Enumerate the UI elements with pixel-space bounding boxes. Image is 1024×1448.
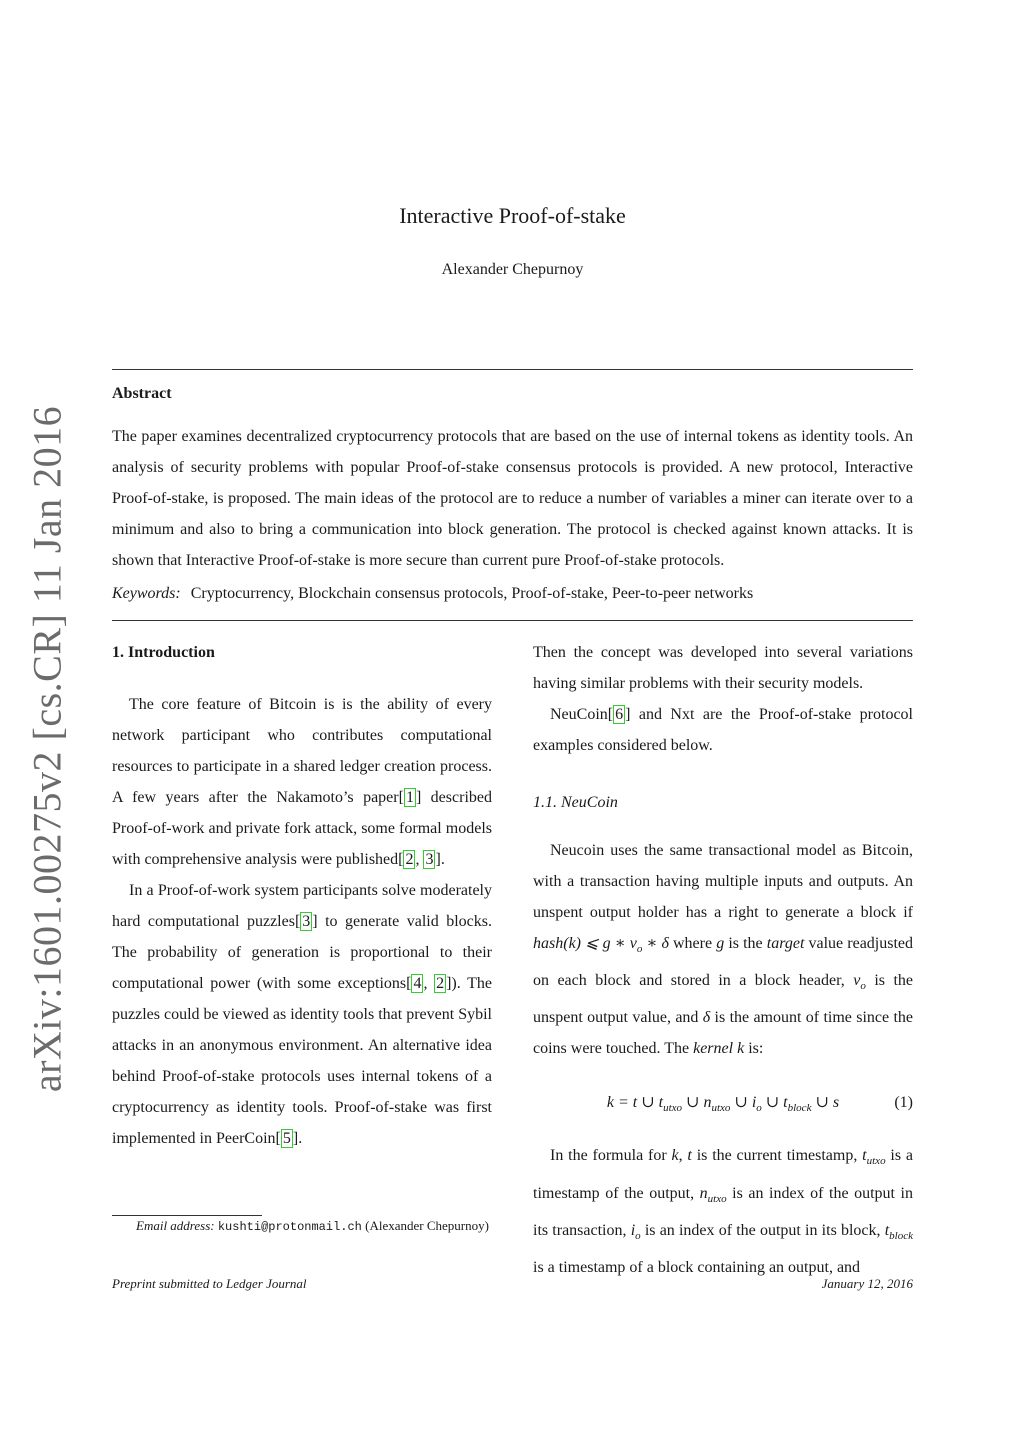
math: utxo: [711, 1102, 731, 1115]
keywords: [112, 578, 913, 609]
neucoin-paragraph: [533, 835, 913, 1064]
math: ∪ n: [682, 1094, 712, 1112]
math: k: [733, 1040, 745, 1058]
math: ∗ δ: [642, 935, 669, 952]
text: ] to generate valid blocks. The probability of generation is proportional to their computational power (with some exceptions[: [112, 913, 493, 992]
math: n: [699, 1184, 708, 1202]
math: t: [687, 1147, 692, 1165]
abstract-bottom-rule: [112, 620, 913, 621]
citation-link[interactable]: 4: [413, 975, 422, 992]
math: ∪ s: [811, 1094, 840, 1112]
text: ,: [415, 851, 424, 868]
right-paragraph-2: [533, 699, 913, 761]
math: o: [756, 1102, 762, 1115]
text: value readjusted on each block and stored in a block header,: [533, 935, 914, 990]
text: is the amount of time since the coins were touched. The: [533, 1009, 913, 1058]
text: ] and Nxt are the Proof-of-stake protocol examples considered below.: [533, 706, 913, 754]
paper-title: Interactive Proof-of-stake: [399, 203, 626, 228]
math: o: [635, 1229, 641, 1242]
text: In the formula for: [550, 1147, 672, 1165]
math: δ: [702, 1009, 711, 1027]
abstract-heading: Abstract: [112, 385, 172, 402]
math: ⩽ g ∗ v: [581, 935, 637, 952]
math: i: [630, 1221, 636, 1239]
text: ].: [435, 851, 445, 868]
text: is a timestamp of the output,: [533, 1147, 913, 1202]
text: Neucoin uses the same transactional model as Bitcoin, with a transaction having multiple inputs and outputs. An unspent output holder has a right to generate a block if: [533, 842, 913, 921]
date-note: January 12, 2016: [821, 1276, 913, 1291]
math: t: [862, 1147, 867, 1165]
left-column: [112, 637, 492, 1154]
math: o: [860, 980, 866, 993]
text: is a timestamp of a block containing an output, and: [533, 1258, 861, 1276]
citation-link[interactable]: 2: [436, 975, 445, 992]
math: block: [787, 1102, 812, 1115]
citation-link[interactable]: 3: [302, 913, 311, 930]
text: described Proof-of-work and private fork attack, some formal models with comprehensive analysis were published[: [112, 789, 492, 868]
email-link[interactable]: kushti@protonmail.ch: [217, 1220, 362, 1234]
math: (k): [563, 935, 581, 952]
text: is an index of the output in its block,: [640, 1221, 885, 1239]
text: NeuCoin[: [550, 706, 614, 723]
math: ∪ t: [761, 1094, 788, 1112]
right-paragraph-1: Then the concept was developed into several variations having similar problems with their security models.: [533, 644, 913, 692]
text: ]). The puzzles could be viewed as identity tools that prevent Sybil attacks in an anonymous environment. An alternative idea behind Proof-of-stake protocols uses internal tokens of a cryptocurrency as identity tools. Proof-of-stake was first implemented in PeerCoin[: [112, 975, 492, 1147]
text: ,: [678, 1147, 688, 1165]
arxiv-id-text: arXiv:1601.00275v2 [cs.CR] 11 Jan 2016: [24, 405, 70, 1093]
math: utxo: [663, 1102, 683, 1115]
intro-paragraph-2: [112, 875, 492, 1154]
text: is an index of the output in its transaction,: [533, 1184, 914, 1239]
keywords-label: Keywords:: [112, 585, 181, 602]
paper-author: Alexander Chepurnoy: [441, 261, 584, 278]
emphasis: target: [766, 935, 805, 952]
math: block: [889, 1229, 913, 1242]
math: o: [636, 943, 643, 956]
math: k: [671, 1147, 679, 1165]
text: is the current timestamp,: [691, 1147, 863, 1165]
text: is:: [744, 1040, 764, 1058]
math: t: [884, 1221, 890, 1239]
emphasis: kernel: [693, 1040, 734, 1058]
citation-link[interactable]: 3: [425, 851, 434, 868]
keywords-list: Cryptocurrency, Blockchain consensus protocols, Proof-of-stake, Peer-to-peer networks: [190, 585, 754, 602]
equation-expression: [606, 1094, 840, 1115]
math: hash: [533, 935, 564, 952]
citation-link[interactable]: 5: [282, 1130, 291, 1147]
footnote-text: (Alexander Chepurnoy): [361, 1218, 489, 1233]
math: ∪ i: [730, 1094, 757, 1112]
math: utxo: [866, 1155, 886, 1168]
equation-number: (1): [894, 1094, 913, 1112]
footnote-label: Email address:: [136, 1218, 215, 1233]
section-heading-introduction: 1. Introduction: [112, 644, 215, 661]
right-column: [533, 637, 913, 1283]
intro-paragraph-1: The core feature of Bitcoin is is the ability of every network participant who contributes computational resources to participate in a shared ledger creation process. A few years after the Nakamoto’s paper[ 1 ] described Proof-of-work and private fork attack, some formal models with comprehensive analysis were published[ 2 , 3 ].: [112, 696, 492, 868]
preprint-note: Preprint submitted to Ledger Journal: [112, 1276, 307, 1291]
text: is the: [724, 935, 767, 952]
citation-link[interactable]: 6: [615, 706, 624, 723]
math: g: [716, 935, 725, 952]
abstract-top-rule: [112, 369, 913, 370]
subsection-heading-neucoin: 1.1. NeuCoin: [533, 794, 618, 811]
text: where: [668, 935, 717, 952]
text: The core feature of Bitcoin is is the ability of every network participant who contributes computational resources to participate in a shared ledger creation process. A few years after the Nakamoto’s paper: [112, 696, 492, 806]
text: ].: [292, 1130, 303, 1147]
math: v: [853, 972, 861, 990]
text: is the unspent output value, and: [533, 972, 914, 1027]
equation-1: [533, 1087, 913, 1123]
abstract-body: The paper examines decentralized cryptocurrency protocols that are based on the use of internal tokens as identity tools. An analysis of security problems with popular Proof-of-stake consensus protocols is provided. A new protocol, Interactive Proof-of-stake, is proposed. The main ideas of the protocol are to reduce a number of variables a miner can iterate over to a minimum and also to bring a communication into block generation. The protocol is checked against known attacks. It is shown that Interactive Proof-of-stake is more secure than current pure Proof-of-stake protocols.: [112, 428, 913, 569]
text: ,: [423, 975, 435, 992]
formula-explanation-paragraph: [533, 1140, 913, 1283]
math: k = t ∪ t: [606, 1094, 664, 1112]
text: In a Proof-of-work system participants solve moderately hard computational puzzles[: [112, 882, 492, 930]
math: utxo: [707, 1192, 727, 1205]
citation-link[interactable]: 1: [405, 789, 414, 806]
citation-link[interactable]: 2: [405, 851, 414, 868]
footnote: [112, 1214, 492, 1239]
